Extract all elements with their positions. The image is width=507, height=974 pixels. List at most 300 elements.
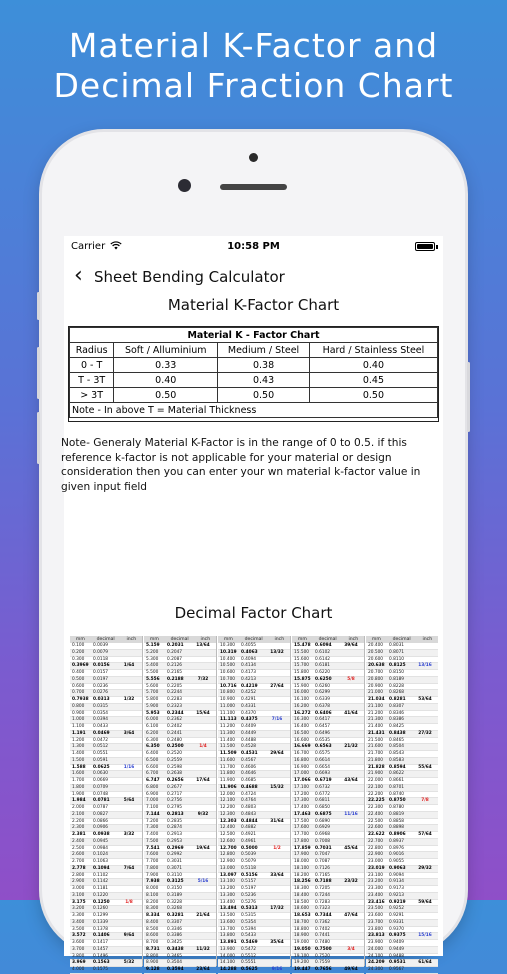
decimal-header-row (218, 636, 290, 643)
inch-cell (117, 839, 141, 845)
decimal-cell: 0.0625 (93, 764, 110, 770)
inch-cell (191, 960, 215, 966)
mm-cell: 21.900 (368, 771, 384, 777)
mm-cell: 1.000 (72, 717, 85, 723)
decimal-cell: 0.2165 (167, 670, 183, 675)
decimal-cell: 0.4528 (241, 744, 257, 750)
decimal-row (70, 663, 142, 670)
decimal-row (218, 798, 290, 805)
decimal-cell: 0.1094 (93, 865, 110, 871)
inch-cell: 3/64 (123, 730, 135, 736)
mm-cell: 8.200 (146, 899, 159, 905)
inch-cell (265, 866, 289, 872)
mm-cell: 11.300 (220, 730, 236, 736)
decimal-cell: 0.1417 (93, 940, 109, 945)
mm-cell: 13.891 (220, 940, 237, 945)
decimal-row (292, 933, 364, 940)
decimal-row (292, 839, 364, 846)
inch-cell: 1/16 (123, 764, 135, 770)
inch-cell: 11/32 (196, 946, 210, 952)
decimal-cell: 0.1260 (93, 906, 109, 912)
mm-cell: 23.416 (368, 899, 385, 905)
mm-cell: 17.200 (294, 791, 310, 797)
decimal-cell: 0.4567 (241, 757, 257, 763)
mm-cell: 9.128 (146, 967, 160, 972)
mm-cell: 7.300 (146, 825, 159, 831)
mm-cell: 17.859 (294, 845, 311, 851)
mm-cell: 2.400 (72, 838, 85, 844)
mm-cell: 3.200 (72, 906, 85, 912)
mm-cell: 8.500 (146, 926, 159, 932)
inch-cell: 5/64 (123, 798, 135, 804)
inch-cell (413, 657, 437, 663)
decimal-row (366, 859, 438, 866)
decimal-cell: 0.5551 (241, 960, 257, 966)
decimal-cell: 0.6929 (315, 825, 331, 831)
mm-cell: 16.100 (294, 697, 310, 702)
inch-cell (191, 805, 215, 811)
decimal-cell: 0.5469 (241, 940, 258, 945)
decimal-row (292, 758, 364, 765)
decimal-cell: 0.9252 (389, 906, 405, 912)
decimal-cell: 0.3071 (167, 865, 183, 871)
inch-cell (265, 927, 289, 933)
mm-cell: 21.034 (368, 697, 385, 702)
inch-cell: 1/64 (123, 663, 135, 669)
decimal-cell: 0.6181 (315, 663, 331, 669)
decimal-cell: 0.4094 (241, 656, 257, 662)
inch-cell (117, 670, 141, 676)
decimal-cell: 0.7047 (315, 852, 331, 858)
mm-cell: 23.900 (368, 940, 384, 945)
decimal-row (70, 704, 142, 711)
decimal-cell: 0.5156 (241, 872, 258, 878)
mm-cell: 18.300 (294, 886, 310, 891)
mm-cell: 14.000 (220, 953, 236, 959)
mm-cell: 11.509 (220, 751, 237, 756)
inch-cell (413, 677, 437, 683)
decimal-row (144, 717, 216, 724)
mm-cell: 0.700 (72, 690, 85, 696)
mm-cell: 13.000 (220, 865, 236, 871)
inch-cell (413, 751, 437, 757)
decimal-row (366, 798, 438, 805)
inch-cell (265, 933, 289, 939)
inch-cell: 1/4 (199, 744, 207, 750)
earpiece-speaker (220, 184, 287, 190)
decimal-row (366, 758, 438, 765)
mm-cell: 22.100 (368, 784, 384, 790)
inch-cell: 55/64 (418, 764, 432, 770)
mm-cell: 12.100 (220, 798, 236, 804)
decimal-row (366, 771, 438, 778)
decimal-row (144, 758, 216, 765)
decimal-row (70, 960, 142, 967)
inch-cell (265, 724, 289, 730)
decimal-row (144, 663, 216, 670)
mm-cell: 23.300 (368, 886, 384, 891)
mm-cell: 2.381 (72, 832, 86, 837)
decimal-row (144, 967, 216, 974)
inch-cell (191, 940, 215, 946)
mm-cell: 16.900 (294, 764, 310, 770)
inch-cell (191, 852, 215, 858)
inch-cell (191, 670, 215, 676)
mm-cell: 0.900 (72, 710, 85, 716)
inch-cell (339, 697, 363, 703)
decimal-cell: 0.8976 (389, 845, 405, 851)
inch-cell (265, 879, 289, 885)
mm-cell: 10.600 (220, 670, 236, 675)
nav-title[interactable]: Sheet Bending Calculator (94, 268, 285, 286)
decimal-row (144, 825, 216, 832)
mm-cell: 22.700 (368, 838, 384, 844)
mm-cell: 22.900 (368, 852, 384, 858)
inch-cell (191, 751, 215, 757)
inch-cell: 21/32 (344, 744, 358, 750)
inch-cell (265, 697, 289, 703)
kfactor-footnote: Note - In above T = Material Thickness (70, 403, 438, 418)
decimal-row (70, 758, 142, 765)
decimal-cell: 0.3425 (167, 940, 183, 945)
inch-cell (339, 886, 363, 892)
decimal-row (70, 717, 142, 724)
mm-cell: 6.000 (146, 717, 159, 723)
decimal-row (144, 697, 216, 704)
inch-cell (339, 900, 363, 906)
decimal-cell: 0.7520 (315, 953, 331, 959)
decimal-cell: 0.6875 (315, 811, 332, 817)
inch-cell (117, 704, 141, 710)
mm-cell: 19.447 (294, 967, 311, 972)
decimal-cell: 0.8780 (389, 805, 405, 810)
decimal-row (144, 785, 216, 792)
mm-cell: 18.900 (294, 933, 310, 939)
mm-cell: 6.300 (146, 737, 159, 743)
decimal-cell: 0.8386 (389, 717, 405, 723)
mm-cell: 10.500 (220, 663, 236, 669)
mm-cell: 17.900 (294, 852, 310, 858)
mm-cell: 2.100 (72, 811, 85, 817)
decimal-cell: 0.9567 (389, 967, 405, 972)
decimal-header-row (366, 636, 438, 643)
inch-cell (413, 717, 437, 723)
decimal-row (366, 825, 438, 832)
inch-cell (413, 886, 437, 892)
decimal-cell: 0.1299 (93, 913, 109, 918)
mm-cell: 22.500 (368, 818, 384, 824)
mm-cell: 11.113 (220, 717, 237, 723)
inch-cell (339, 650, 363, 656)
inch-cell (265, 765, 289, 771)
mm-cell: 2.000 (72, 805, 85, 810)
mm-cell: 10.716 (220, 683, 237, 689)
decimal-row (366, 960, 438, 967)
inch-cell (191, 866, 215, 872)
decimal-cell: 0.7441 (315, 933, 331, 939)
mm-cell: 6.350 (146, 744, 160, 750)
decimal-row (144, 751, 216, 758)
mm-cell: 12.000 (220, 791, 236, 797)
decimal-row (366, 812, 438, 819)
decimal-cell: 0.4724 (241, 791, 257, 797)
decimal-cell: 0.8268 (389, 690, 405, 696)
decimal-cell: 0.5039 (241, 852, 257, 858)
mm-cell: 11.500 (220, 744, 236, 750)
inch-cell (413, 643, 437, 649)
mm-cell: 13.700 (220, 926, 236, 932)
mm-cell: 23.100 (368, 872, 384, 878)
mm-cell: 3.800 (72, 953, 85, 959)
decimal-row (70, 778, 142, 785)
mm-cell: 18.653 (294, 913, 311, 918)
decimal-cell: 0.8583 (389, 757, 405, 763)
mm-cell: 11.000 (220, 703, 236, 709)
mm-cell: 8.900 (146, 960, 159, 966)
mm-cell: 17.300 (294, 798, 310, 804)
decimal-cell: 0.7008 (315, 838, 331, 844)
decimal-cell: 0.4449 (241, 730, 257, 736)
decimal-cell: 0.8740 (389, 791, 405, 797)
decimal-cell: 0.9063 (389, 865, 406, 871)
decimal-cell: 0.2598 (167, 764, 183, 770)
decimal-cell: 0.3386 (167, 933, 183, 939)
decimal-row (218, 913, 290, 920)
decimal-row (366, 933, 438, 940)
decimal-header-row (292, 636, 364, 643)
mm-cell: 18.800 (294, 926, 310, 932)
decimal-cell: 0.2188 (167, 676, 184, 682)
decimal-column (144, 636, 216, 974)
inch-cell (339, 819, 363, 825)
decimal-row (70, 866, 142, 873)
decimal-cell: 0.6250 (315, 676, 332, 682)
inch-cell (117, 859, 141, 865)
mm-cell: 18.100 (294, 865, 310, 871)
mm-cell: 14.288 (220, 967, 237, 972)
decimal-row (366, 731, 438, 738)
decimal-cell: 0.4921 (241, 832, 257, 837)
inch-cell (413, 650, 437, 656)
decimal-cell: 0.2362 (167, 717, 183, 723)
decimal-cell: 0.4331 (241, 703, 257, 709)
kfactor-table-frame (68, 326, 439, 422)
decimal-cell: 0.0469 (93, 730, 110, 736)
decimal-row (144, 832, 216, 839)
decimal-cell: 0.7165 (315, 872, 331, 878)
inch-cell (413, 967, 437, 973)
kfactor-section-title: Material K-Factor Chart (167, 296, 340, 314)
inch-cell (413, 792, 437, 798)
mm-cell: 6.500 (146, 757, 159, 763)
inch-cell (339, 940, 363, 946)
decimal-cell: 0.0787 (93, 805, 109, 810)
inch-cell (265, 792, 289, 798)
mm-cell: 3.175 (72, 899, 86, 905)
mm-cell: 23.000 (368, 859, 384, 864)
column-divider (290, 636, 291, 966)
inch-cell (339, 717, 363, 723)
mm-cell: 21.400 (368, 724, 384, 729)
inch-cell (413, 684, 437, 690)
decimal-row (218, 785, 290, 792)
inch-cell (413, 927, 437, 933)
decimal-row (218, 650, 290, 657)
decimal-cell: 0.3307 (167, 919, 183, 925)
decimal-cell: 0.0551 (93, 751, 109, 756)
mm-cell: 17.066 (294, 778, 311, 783)
decimal-row (366, 697, 438, 704)
decimal-row (218, 960, 290, 967)
inch-cell (413, 873, 437, 879)
decimal-cell: 0.1496 (93, 953, 109, 959)
decimal-cell: 0.2126 (167, 663, 183, 669)
mm-cell: 2.300 (72, 825, 85, 831)
decimal-cell: 0.3438 (167, 946, 184, 952)
cell: 0.33 (114, 358, 218, 373)
mm-cell: 18.500 (294, 899, 310, 905)
mm-cell: 22.800 (368, 845, 384, 851)
inch-cell: 7/8 (421, 798, 429, 804)
inch-cell: 7/64 (123, 865, 135, 871)
inch-cell: 53/64 (418, 697, 432, 702)
decimal-cell: 0.6575 (315, 751, 331, 756)
inch-cell: 13/32 (270, 649, 284, 655)
decimal-row (292, 866, 364, 873)
inch-cell: 27/32 (418, 730, 432, 736)
mm-cell: 5.700 (146, 690, 159, 696)
decimal-cell: 0.2344 (167, 710, 184, 716)
decimal-row (70, 940, 142, 947)
mm-cell: 2.900 (72, 879, 85, 885)
inch-cell: 13/64 (196, 643, 210, 648)
mm-cell: 7.900 (146, 872, 159, 878)
mm-cell: 7.200 (146, 818, 159, 824)
mm-cell: 21.500 (368, 737, 384, 743)
mm-cell: 1.700 (72, 778, 85, 783)
decimal-cell: 0.9291 (389, 913, 405, 918)
decimal-row (144, 933, 216, 940)
decimal-row (218, 940, 290, 947)
inch-cell (339, 832, 363, 838)
mm-cell: 8.000 (146, 886, 159, 891)
mm-cell: 7.000 (146, 798, 159, 804)
kfactor-header-row (70, 343, 438, 358)
mm-cell: 1.500 (72, 757, 85, 763)
decimal-cell: 0.2031 (167, 643, 184, 648)
decimal-row (144, 879, 216, 886)
cell: > 3T (70, 388, 114, 403)
decimal-row (218, 697, 290, 704)
decimal-row (292, 832, 364, 839)
decimal-row (292, 785, 364, 792)
decimal-row (218, 643, 290, 650)
mm-cell: 5.159 (146, 643, 160, 648)
decimal-cell: 0.7344 (315, 913, 332, 918)
inch-cell: 1/2 (273, 845, 281, 851)
inch-cell (191, 785, 215, 791)
decimal-header-cell: inch (200, 637, 211, 642)
inch-cell (339, 684, 363, 690)
decimal-row (292, 859, 364, 866)
decimal-row (70, 920, 142, 927)
mm-cell: 8.300 (146, 906, 159, 912)
mm-cell: 7.500 (146, 838, 159, 844)
mm-cell: 21.300 (368, 717, 384, 723)
mm-cell: 16.272 (294, 710, 311, 716)
mm-cell: 6.800 (146, 784, 159, 790)
inch-cell (191, 927, 215, 933)
decimal-cell: 0.6496 (315, 730, 331, 736)
decimal-cell: 0.2283 (167, 697, 183, 702)
inch-cell (117, 717, 141, 723)
inch-cell (265, 900, 289, 906)
mm-cell: 21.828 (368, 764, 385, 770)
decimal-cell: 0.2520 (167, 751, 183, 756)
decimal-cell: 0.8110 (389, 656, 405, 662)
mm-cell: 11.200 (220, 724, 236, 729)
inch-cell: 49/64 (344, 967, 358, 972)
inch-cell (339, 690, 363, 696)
mm-cell: 23.500 (368, 906, 384, 912)
decimal-cell: 0.1220 (93, 892, 109, 898)
decimal-cell: 0.8071 (389, 649, 405, 655)
mm-cell: 7.700 (146, 859, 159, 864)
mm-cell: 6.900 (146, 791, 159, 797)
decimal-row (366, 690, 438, 697)
decimal-cell: 0.9213 (389, 892, 405, 898)
mm-cell: 15.500 (294, 649, 310, 655)
mm-cell: 17.700 (294, 832, 310, 837)
inch-cell (265, 670, 289, 676)
mm-cell: 12.400 (220, 825, 236, 831)
decimal-row (70, 785, 142, 792)
inch-cell (339, 738, 363, 744)
decimal-cell: 0.1339 (93, 919, 109, 925)
mm-cell: 12.200 (220, 805, 236, 810)
inch-cell (265, 886, 289, 892)
inch-cell (191, 684, 215, 690)
inch-cell (339, 670, 363, 676)
decimal-cell: 0.8750 (389, 798, 406, 804)
chevron-left-icon[interactable]: ‹ (74, 263, 83, 288)
decimal-row (218, 812, 290, 819)
mm-cell: 12.600 (220, 838, 236, 844)
mm-cell: 20.700 (368, 670, 384, 675)
decimal-cell: 0.2969 (167, 845, 184, 851)
inch-cell (191, 731, 215, 737)
decimal-cell: 0.1250 (93, 899, 110, 905)
decimal-row (292, 704, 364, 711)
inch-cell (117, 846, 141, 852)
decimal-cell: 0.7559 (315, 960, 331, 966)
decimal-cell: 0.3594 (167, 967, 184, 972)
mm-cell: 1.800 (72, 784, 85, 790)
status-bar (64, 236, 443, 256)
decimal-cell: 0.0276 (93, 690, 109, 696)
inch-cell (191, 657, 215, 663)
decimal-column (70, 636, 142, 974)
inch-cell (265, 947, 289, 953)
decimal-row (70, 812, 142, 819)
decimal-row (366, 670, 438, 677)
mm-cell: 21.700 (368, 751, 384, 756)
mm-cell: 20.600 (368, 656, 384, 662)
mm-cell: 1.300 (72, 744, 85, 750)
decimal-row (144, 947, 216, 954)
decimal-row (218, 771, 290, 778)
inch-cell: 9/64 (123, 933, 135, 939)
